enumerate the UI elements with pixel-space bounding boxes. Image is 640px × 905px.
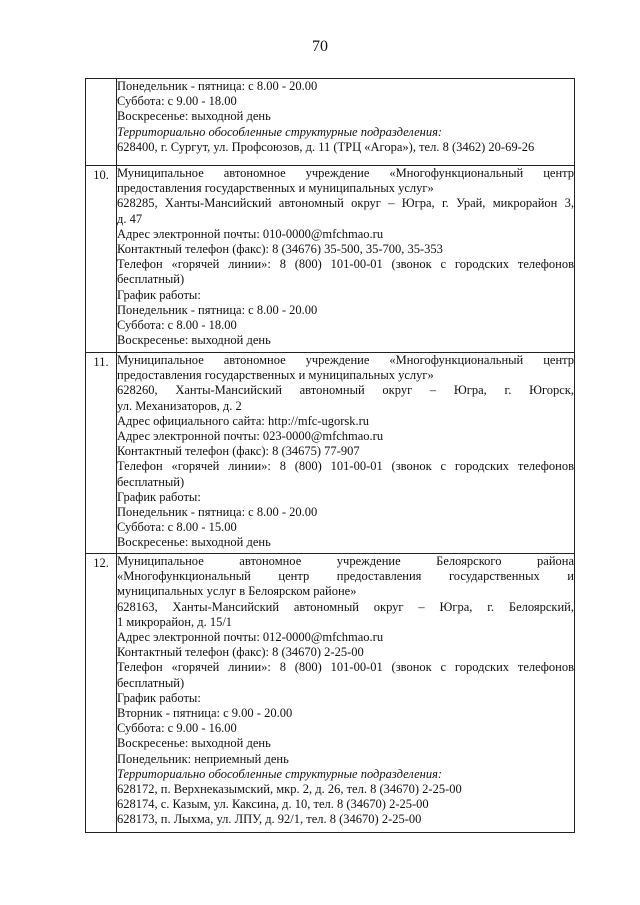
text-line: бесплатный) bbox=[117, 272, 185, 287]
page-number: 70 bbox=[312, 38, 328, 55]
row-number: 12. bbox=[93, 556, 109, 570]
text-line: Муниципальное автономное учреждение Белоярского района bbox=[117, 554, 574, 568]
text-line: Адрес электронной почты: 012-0000@mfchmao.ru bbox=[117, 630, 384, 645]
text-line: График работы: bbox=[117, 690, 201, 705]
text-line: Территориально обособленные структурные подразделения: bbox=[117, 766, 443, 781]
row-number-cell bbox=[86, 79, 117, 166]
text-line: Телефон «горячей линии»: 8 (800) 101-00-01 (звонок с городских телефонов bbox=[117, 257, 574, 272]
table-row bbox=[86, 353, 575, 554]
text-line: бесплатный) bbox=[117, 675, 185, 690]
table-row bbox=[86, 554, 575, 833]
text-line: 628285, Ханты-Мансийский автономный округ – Югра, г. Урай, микрорайон 3, bbox=[117, 196, 574, 211]
text-line: «Многофункциональный центр предоставления государственных и bbox=[117, 569, 574, 584]
text-line: Контактный телефон (факс): 8 (34670) 2-25-00 bbox=[117, 645, 364, 660]
text-line: Адрес электронной почты: 010-0000@mfchmao.ru bbox=[117, 226, 384, 241]
text-line: Понедельник - пятница: с 8.00 - 20.00 bbox=[117, 79, 318, 93]
text-line: Воскресенье: выходной день bbox=[117, 736, 271, 751]
row-number: 10. bbox=[93, 168, 109, 182]
text-line: ул. Механизаторов, д. 2 bbox=[117, 398, 242, 413]
text-line: Телефон «горячей линии»: 8 (800) 101-00-01 (звонок с городских телефонов bbox=[117, 459, 574, 474]
row-number-cell bbox=[86, 353, 117, 554]
text-line: д. 47 bbox=[117, 211, 143, 226]
row-content-cell bbox=[117, 79, 575, 166]
text-line: Вторник - пятница: с 9.00 - 20.00 bbox=[117, 706, 293, 721]
text-line: предоставления государственных и муниципальных услуг» bbox=[117, 181, 434, 196]
text-line: 628163, Ханты-Мансийский автономный округ – Югра, г. Белоярский, bbox=[117, 599, 574, 614]
row-number: 11. bbox=[93, 355, 109, 369]
text-line: Суббота: с 8.00 - 15.00 bbox=[117, 520, 237, 535]
text-line: Понедельник - пятница: с 8.00 - 20.00 bbox=[117, 505, 318, 520]
row-content-cell bbox=[117, 166, 575, 353]
text-line: муниципальных услуг в Белоярском районе» bbox=[117, 584, 357, 599]
row-content-cell bbox=[117, 353, 575, 554]
text-line: 628174, с. Казым, ул. Каксина, д. 10, тел. 8 (34670) 2-25-00 bbox=[117, 797, 429, 812]
text-line: Суббота: с 9.00 - 16.00 bbox=[117, 721, 237, 736]
text-line: Адрес официального сайта: http://mfc-ugorsk.ru bbox=[117, 413, 370, 428]
row-number-cell bbox=[86, 166, 117, 353]
text-line: Суббота: с 8.00 - 18.00 bbox=[117, 318, 237, 333]
text-line: Понедельник - пятница: с 8.00 - 20.00 bbox=[117, 302, 318, 317]
text-line: Воскресенье: выходной день bbox=[117, 109, 271, 124]
text-line: График работы: bbox=[117, 287, 201, 302]
text-line: 628173, п. Лыхма, ул. ЛПУ, д. 92/1, тел. 8 (34670) 2-25-00 bbox=[117, 812, 422, 827]
text-line: Телефон «горячей линии»: 8 (800) 101-00-01 (звонок с городских телефонов bbox=[117, 660, 574, 675]
text-line: предоставления государственных и муниципальных услуг» bbox=[117, 368, 434, 383]
mfc-table bbox=[85, 78, 575, 833]
text-line: Территориально обособленные структурные подразделения: bbox=[117, 124, 443, 139]
text-line: Понедельник: неприемный день bbox=[117, 751, 289, 766]
row-content-cell bbox=[117, 554, 575, 833]
text-line: Муниципальное автономное учреждение «Многофункциональный центр bbox=[117, 353, 574, 367]
table-row bbox=[86, 166, 575, 353]
text-line: Суббота: с 9.00 - 18.00 bbox=[117, 94, 237, 109]
text-line: 628260, Ханты-Мансийский автономный округ – Югра, г. Югорск, bbox=[117, 383, 574, 398]
text-line: Муниципальное автономное учреждение «Многофункциональный центр bbox=[117, 166, 574, 180]
text-line: 628172, п. Верхнеказымский, мкр. 2, д. 26, тел. 8 (34670) 2-25-00 bbox=[117, 782, 462, 797]
text-line: Адрес электронной почты: 023-0000@mfchmao.ru bbox=[117, 429, 384, 444]
text-line: Контактный телефон (факс): 8 (34675) 77-907 bbox=[117, 444, 360, 459]
row-number-cell bbox=[86, 554, 117, 833]
text-line: График работы: bbox=[117, 489, 201, 504]
text-line: Контактный телефон (факс): 8 (34676) 35-500, 35-700, 35-353 bbox=[117, 242, 443, 257]
text-line: 1 микрорайон, д. 15/1 bbox=[117, 614, 233, 629]
table-row bbox=[86, 79, 575, 166]
text-line: Воскресенье: выходной день bbox=[117, 535, 271, 550]
text-line: бесплатный) bbox=[117, 474, 185, 489]
text-line: Воскресенье: выходной день bbox=[117, 333, 271, 348]
text-line: 628400, г. Сургут, ул. Профсоюзов, д. 11 (ТРЦ «Агора»), тел. 8 (3462) 20-69-26 bbox=[117, 139, 535, 154]
